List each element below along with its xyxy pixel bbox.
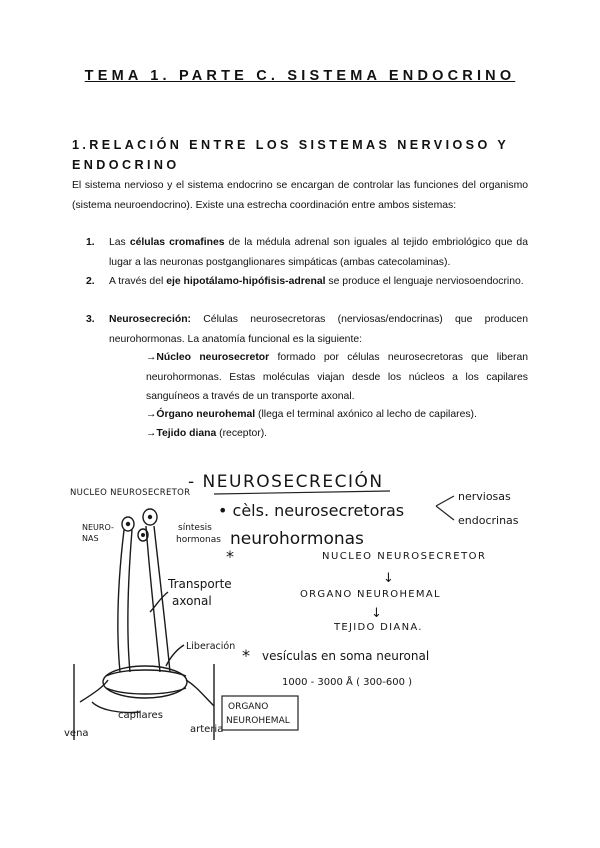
axon-3 [146,526,160,672]
flow-arrow-2: ↓ [371,606,382,621]
section-heading-line2: ENDOCRINO [72,158,180,172]
sub-text: formado por células neurosecretoras que liberan neurohormonas. Estas moléculas viajan desde los núcleos a los capilares sanguíneos a través de un transporte axonal. [146,352,528,402]
sketch-star: * [226,547,234,566]
page-title: TEMA 1. PARTE C. SISTEMA ENDOCRINO [84,68,516,84]
label-liberacion: Liberación [186,641,236,652]
sketch-branch-nerviosas: nerviosas [458,490,511,503]
arrow-icon: → [146,428,157,439]
capillary-bed [103,666,187,698]
item-term: células cromafines [129,237,225,248]
artery-vessel [186,680,214,706]
list-item-1 [86,233,528,272]
label-neuronas-1: NEURO- [82,523,114,532]
item-text: se produce el lenguaje nerviosoendocrino. [325,276,524,287]
sketch-line-neurohormonas: neurohormonas [230,529,364,549]
neuron-nucleus-2 [149,516,152,519]
label-capilares: capilares [118,710,163,721]
branch-arrows [436,496,454,520]
item-text: Células neurosecretoras (nerviosas/endocrinas) que producen neurohormonas. La anatomía funcional es la siguiente: [109,314,528,345]
list-number: 1. [86,237,95,248]
item-text: de la médula adrenal son iguales al tejido embriológico que da lugar a las neuronas postganglionares simpáticas (ambas catecolaminas). [109,237,528,268]
item-text: Las [109,237,130,248]
flow-arrow-1: ↓ [383,571,394,586]
sub-term: Núcleo neurosecretor [156,352,270,363]
neuron-nucleus-3 [142,534,145,537]
label-transporte-1: Transporte [168,577,232,591]
section-heading-line1: 1.RELACIÓN ENTRE LOS SISTEMAS NERVIOSO Y [72,138,510,152]
list-number: 2. [86,276,95,287]
axon-1 [118,530,124,672]
sketch-line-cells: • cèls. neurosecretoras [218,501,405,520]
label-neuronas-2: NAS [82,534,99,543]
axon-2 [128,530,132,672]
sub-item-1 [146,348,528,407]
flow-organo: ORGANO NEUROHEMAL [300,589,441,600]
label-transporte-2: axonal [172,594,212,608]
intro-text: El sistema nervioso y el sistema endocrino se encargan de controlar las funciones del organismo (sistema neuroendocrino). Existe una estrecha coordinación entre ambos [72,180,528,211]
sub-term: Tejido diana [156,428,217,439]
arrow-icon: → [146,409,157,420]
label-nucleo: NUCLEO NEUROSECRETOR [70,488,191,498]
arrow-icon: → [146,352,157,363]
label-sintesis: síntesis [178,523,212,533]
intro-text-end: sistemas: [412,199,457,211]
note-vesiculas: vesículas en soma neuronal [262,649,430,663]
intro-paragraph [72,176,528,215]
neuron-nucleus-1 [127,523,130,526]
label-hormonas: hormonas [176,535,221,545]
label-organo-2: NEUROHEMAL [226,716,290,726]
flow-nucleo: NUCLEO NEUROSECRETOR [322,551,487,562]
sub-term: Órgano neurohemal [156,409,256,420]
sub-text: (receptor). [216,428,268,439]
flow-tejido: TEJIDO DIANA. [334,622,423,633]
label-organo-1: ORGANO [228,702,269,712]
item-term: eje hipotálamo-hipófisis-adrenal [166,276,326,287]
list-number: 3. [86,314,95,325]
item-term: Neurosecreción: [109,314,191,325]
axon-4 [154,526,170,672]
sub-item-2 [146,405,528,425]
item-text: A través del [109,276,167,287]
sketch-branch-endocrinas: endocrinas [458,514,519,527]
sketch-title: - NEUROSECRECIÓN [188,472,384,492]
label-arteria: arteria [190,724,224,735]
label-vena: vena [64,728,89,739]
sketch-star-2: * [242,646,250,665]
neurosecretion-sketch [0,440,600,760]
list-item-2 [86,272,528,292]
list-item-3 [86,310,528,349]
note-sizes: 1000 - 3000 Å ( 300-600 ) [282,677,413,688]
sub-text: (llega el terminal axónico al lecho de capilares). [255,409,477,420]
